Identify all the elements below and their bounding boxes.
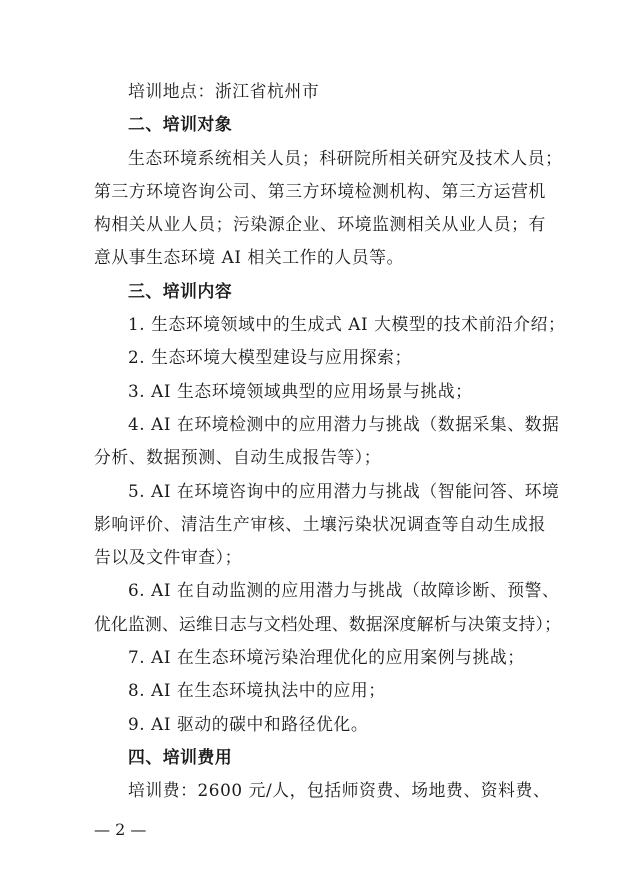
audience-line: 意从事生态环境 AI 相关工作的人员等。 bbox=[94, 247, 404, 268]
page-number: — 2 — bbox=[94, 820, 147, 839]
content-item-5-cont: 影响评价、清洁生产审核、土壤污染状况调查等自动生成报 bbox=[94, 513, 546, 534]
content-item-4: 4. AI 在环境检测中的应用潜力与挑战（数据采集、数据 bbox=[128, 413, 560, 434]
audience-line: 构相关从业人员；污染源企业、环境监测相关从业人员；有 bbox=[94, 214, 546, 235]
content-item-6-cont: 优化监测、运维日志与文档处理、数据深度解析与决策支持）； bbox=[94, 613, 562, 634]
content-item-1: 1. 生态环境领域中的生成式 AI 大模型的技术前沿介绍； bbox=[128, 314, 566, 335]
content-item-6: 6. AI 在自动监测的应用潜力与挑战（故障诊断、预警、 bbox=[128, 580, 560, 601]
section-heading-fees: 四、培训费用 bbox=[128, 746, 233, 767]
section-heading-content: 三、培训内容 bbox=[128, 280, 233, 301]
fees-line: 培训费：2600 元/人，包括师资费、场地费、资料费、 bbox=[128, 780, 551, 801]
section-heading-audience: 二、培训对象 bbox=[128, 114, 233, 135]
audience-line: 生态环境系统相关人员；科研院所相关研究及技术人员； bbox=[128, 147, 563, 168]
content-item-8: 8. AI 在生态环境执法中的应用； bbox=[128, 680, 386, 701]
content-item-5: 5. AI 在环境咨询中的应用潜力与挑战（智能问答、环境 bbox=[128, 480, 560, 501]
audience-line: 第三方环境咨询公司、第三方环境检测机构、第三方运营机 bbox=[94, 180, 546, 201]
content-item-4-cont: 分析、数据预测、自动生成报告等）； bbox=[94, 447, 382, 468]
content-item-2: 2. 生态环境大模型建设与应用探索； bbox=[128, 347, 412, 368]
content-item-5-cont: 告以及文件审查）； bbox=[94, 547, 243, 568]
content-item-3: 3. AI 生态环境领域典型的应用场景与挑战； bbox=[128, 380, 473, 401]
content-item-7: 7. AI 在生态环境污染治理优化的应用案例与挑战； bbox=[128, 647, 525, 668]
content-item-9: 9. AI 驱动的碳中和路径优化。 bbox=[128, 713, 369, 734]
training-location: 培训地点：浙江省杭州市 bbox=[128, 81, 320, 101]
document-body bbox=[94, 76, 566, 809]
